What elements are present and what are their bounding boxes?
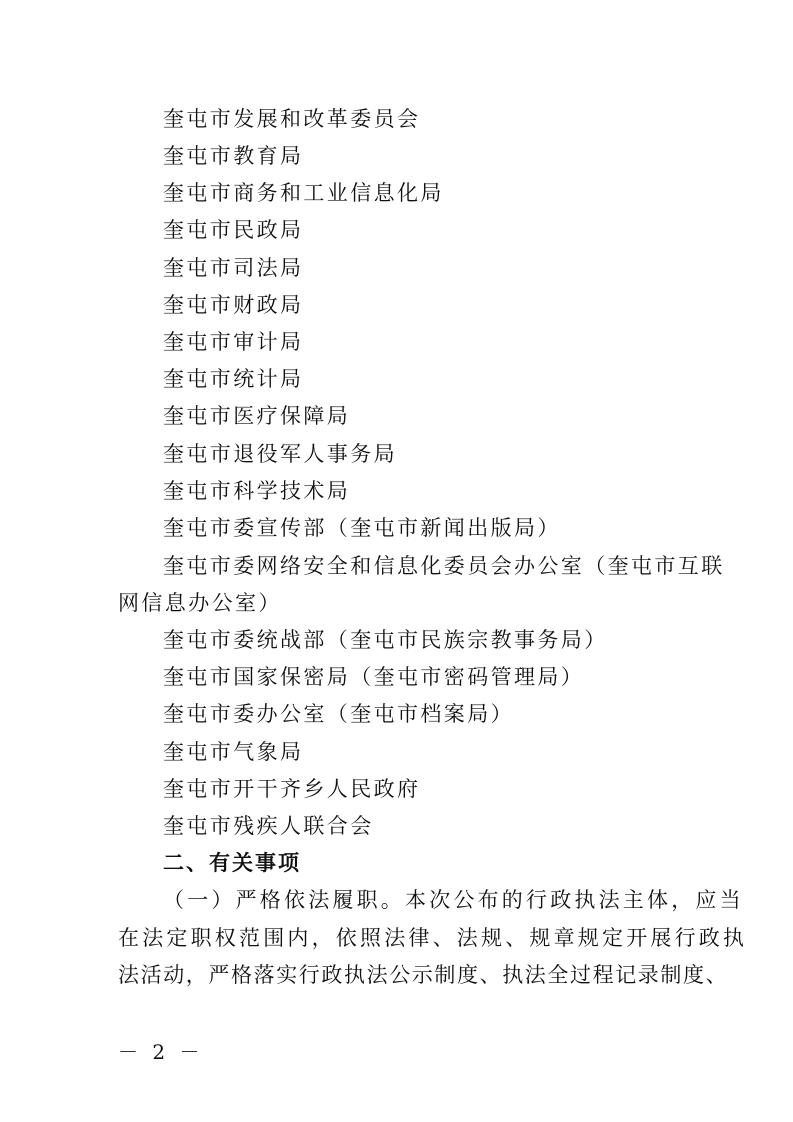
agency-line: 奎屯市商务和工业信息化局: [163, 181, 444, 205]
agency-line: 奎屯市统计局: [163, 367, 304, 391]
agency-line: 奎屯市司法局: [163, 256, 304, 280]
agency-line-continuation: 网信息办公室）: [118, 591, 282, 615]
paragraph-line: （一）严格依法履职。本次公布的行政执法主体，应当: [163, 888, 744, 912]
agency-line: 奎屯市委办公室（奎屯市档案局）: [163, 702, 514, 726]
page-number: － 2 －: [118, 1040, 204, 1064]
paragraph-line: 法活动，严格落实行政执法公示制度、执法全过程记录制度、: [118, 963, 729, 987]
agency-line: 奎屯市审计局: [163, 330, 304, 354]
agency-line: 奎屯市委网络安全和信息化委员会办公室（奎屯市互联: [163, 554, 725, 578]
agency-line: 奎屯市教育局: [163, 144, 304, 168]
agency-line: 奎屯市退役军人事务局: [163, 442, 397, 466]
agency-line: 奎屯市民政局: [163, 218, 304, 242]
agency-line: 奎屯市医疗保障局: [163, 404, 351, 428]
agency-line: 奎屯市开干齐乡人民政府: [163, 777, 421, 801]
agency-line: 奎屯市委统战部（奎屯市民族宗教事务局）: [163, 628, 608, 652]
agency-line: 奎屯市委宣传部（奎屯市新闻出版局）: [163, 516, 561, 540]
agency-line: 奎屯市国家保密局（奎屯市密码管理局）: [163, 665, 585, 689]
agency-line: 奎屯市残疾人联合会: [163, 814, 374, 838]
section-heading: 二、有关事项: [163, 851, 301, 875]
agency-line: 奎屯市科学技术局: [163, 479, 351, 503]
paragraph-line: 在法定职权范围内，依照法律、法规、规章规定开展行政执: [118, 926, 748, 950]
agency-line: 奎屯市财政局: [163, 293, 304, 317]
agency-line: 奎屯市气象局: [163, 740, 304, 764]
agency-line: 奎屯市发展和改革委员会: [163, 107, 421, 131]
